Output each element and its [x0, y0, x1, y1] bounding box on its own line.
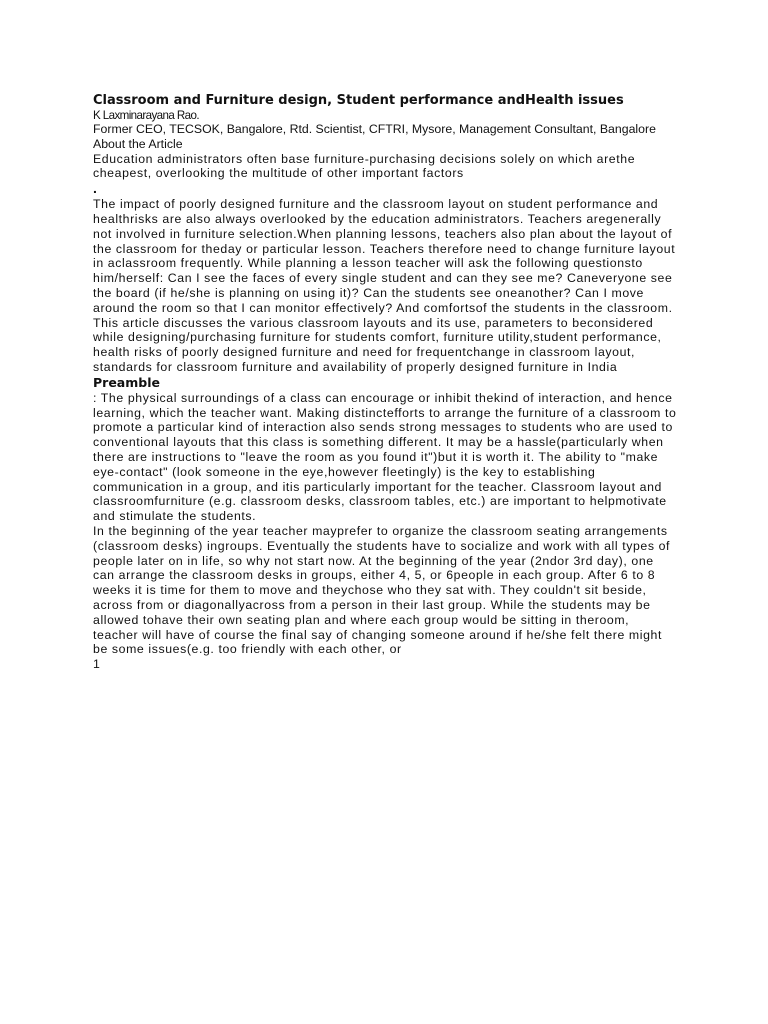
preamble-paragraph-1: : The physical surroundings of a class can encourage or inhibit thekind of interaction, and hence learning, which the teacher want. Making distinctefforts to arrange the furniture of a classroom to promote a particular kind of interaction also sends strong messages to students who are used to conventional layouts that this class is something different. It may be a hassle(particularly when there are instructions to "leave the room as you found it")but it is worth it. The ability to "make eye-contact" (look someone in the eye,however fleetingly) is the key to establishing communication in a group, and itis particularly important for the teacher. Classroom layout and classroomfurniture (e.g. classroom desks, classroom tables, etc.) are important to helpmotivate and stimulate the students.: [93, 390, 677, 524]
abstract-paragraph: The impact of poorly designed furniture and the classroom layout on student performance and healthrisks are also always overlooked by the education administrators. Teachers aregenerally not involved in furniture selection.When planning lessons, teachers also plan about the layout of the classroom for theday or particular lesson. Teachers therefore need to change furniture layout in aclassroom frequently. While planning a lesson teacher will ask the following questionsto him/herself: Can I see the faces of every single student and can they see me? Caneveryone see the board (if he/she is planning on using it)? Can the students see oneanother? Can I move around the room so that I can monitor effectively? And comfortsof the students in the classroom. This article discusses the various classroom layouts and its use, parameters to beconsidered while designing/purchasing furniture for students comfort, furniture utility,student performance, health risks of poorly designed furniture and need for frequentchange in classroom layout, standards for classroom furniture and availability of properly designed furniture in India: [93, 197, 676, 374]
author-affiliation: Former CEO, TECSOK, Bangalore, Rtd. Scientist, CFTRI, Mysore, Management Consultant, Bangalore: [93, 122, 656, 136]
author-name: K Laxminarayana Rao.: [93, 109, 199, 122]
document-page: [93, 92, 677, 672]
about-text: Education administrators often base furniture-purchasing decisions solely on which arethe cheapest, overlooking the multitude of other important factors: [93, 151, 636, 181]
page-number: 1: [93, 657, 100, 672]
preamble-heading: Preamble: [93, 374, 160, 390]
about-heading: About the Article: [93, 136, 183, 151]
article-title: Classroom and Furniture design, Student performance andHealth issues: [93, 93, 624, 108]
bullet-mark: .: [93, 180, 97, 197]
preamble-paragraph-2: In the beginning of the year teacher mayprefer to organize the classroom seating arrangements (classroom desks) ingroups. Eventually the students have to socialize and work with all types of people later on in life, so why not start now. At the beginning of the year (2ndor 3rd day), one can arrange the classroom desks in groups, either 4, 5, or 6people in each group. After 6 to 8 weeks it is time for them to move and theychose who they sat with. They couldn't sit beside, across from or diagonallyacross from a person in their last group. While the students may be allowed tohave their own seating plan and where each group would be sitting in theroom, teacher will have of course the final say of changing someone around if he/she felt there might be some issues(e.g. too friendly with each other, or: [93, 523, 671, 657]
